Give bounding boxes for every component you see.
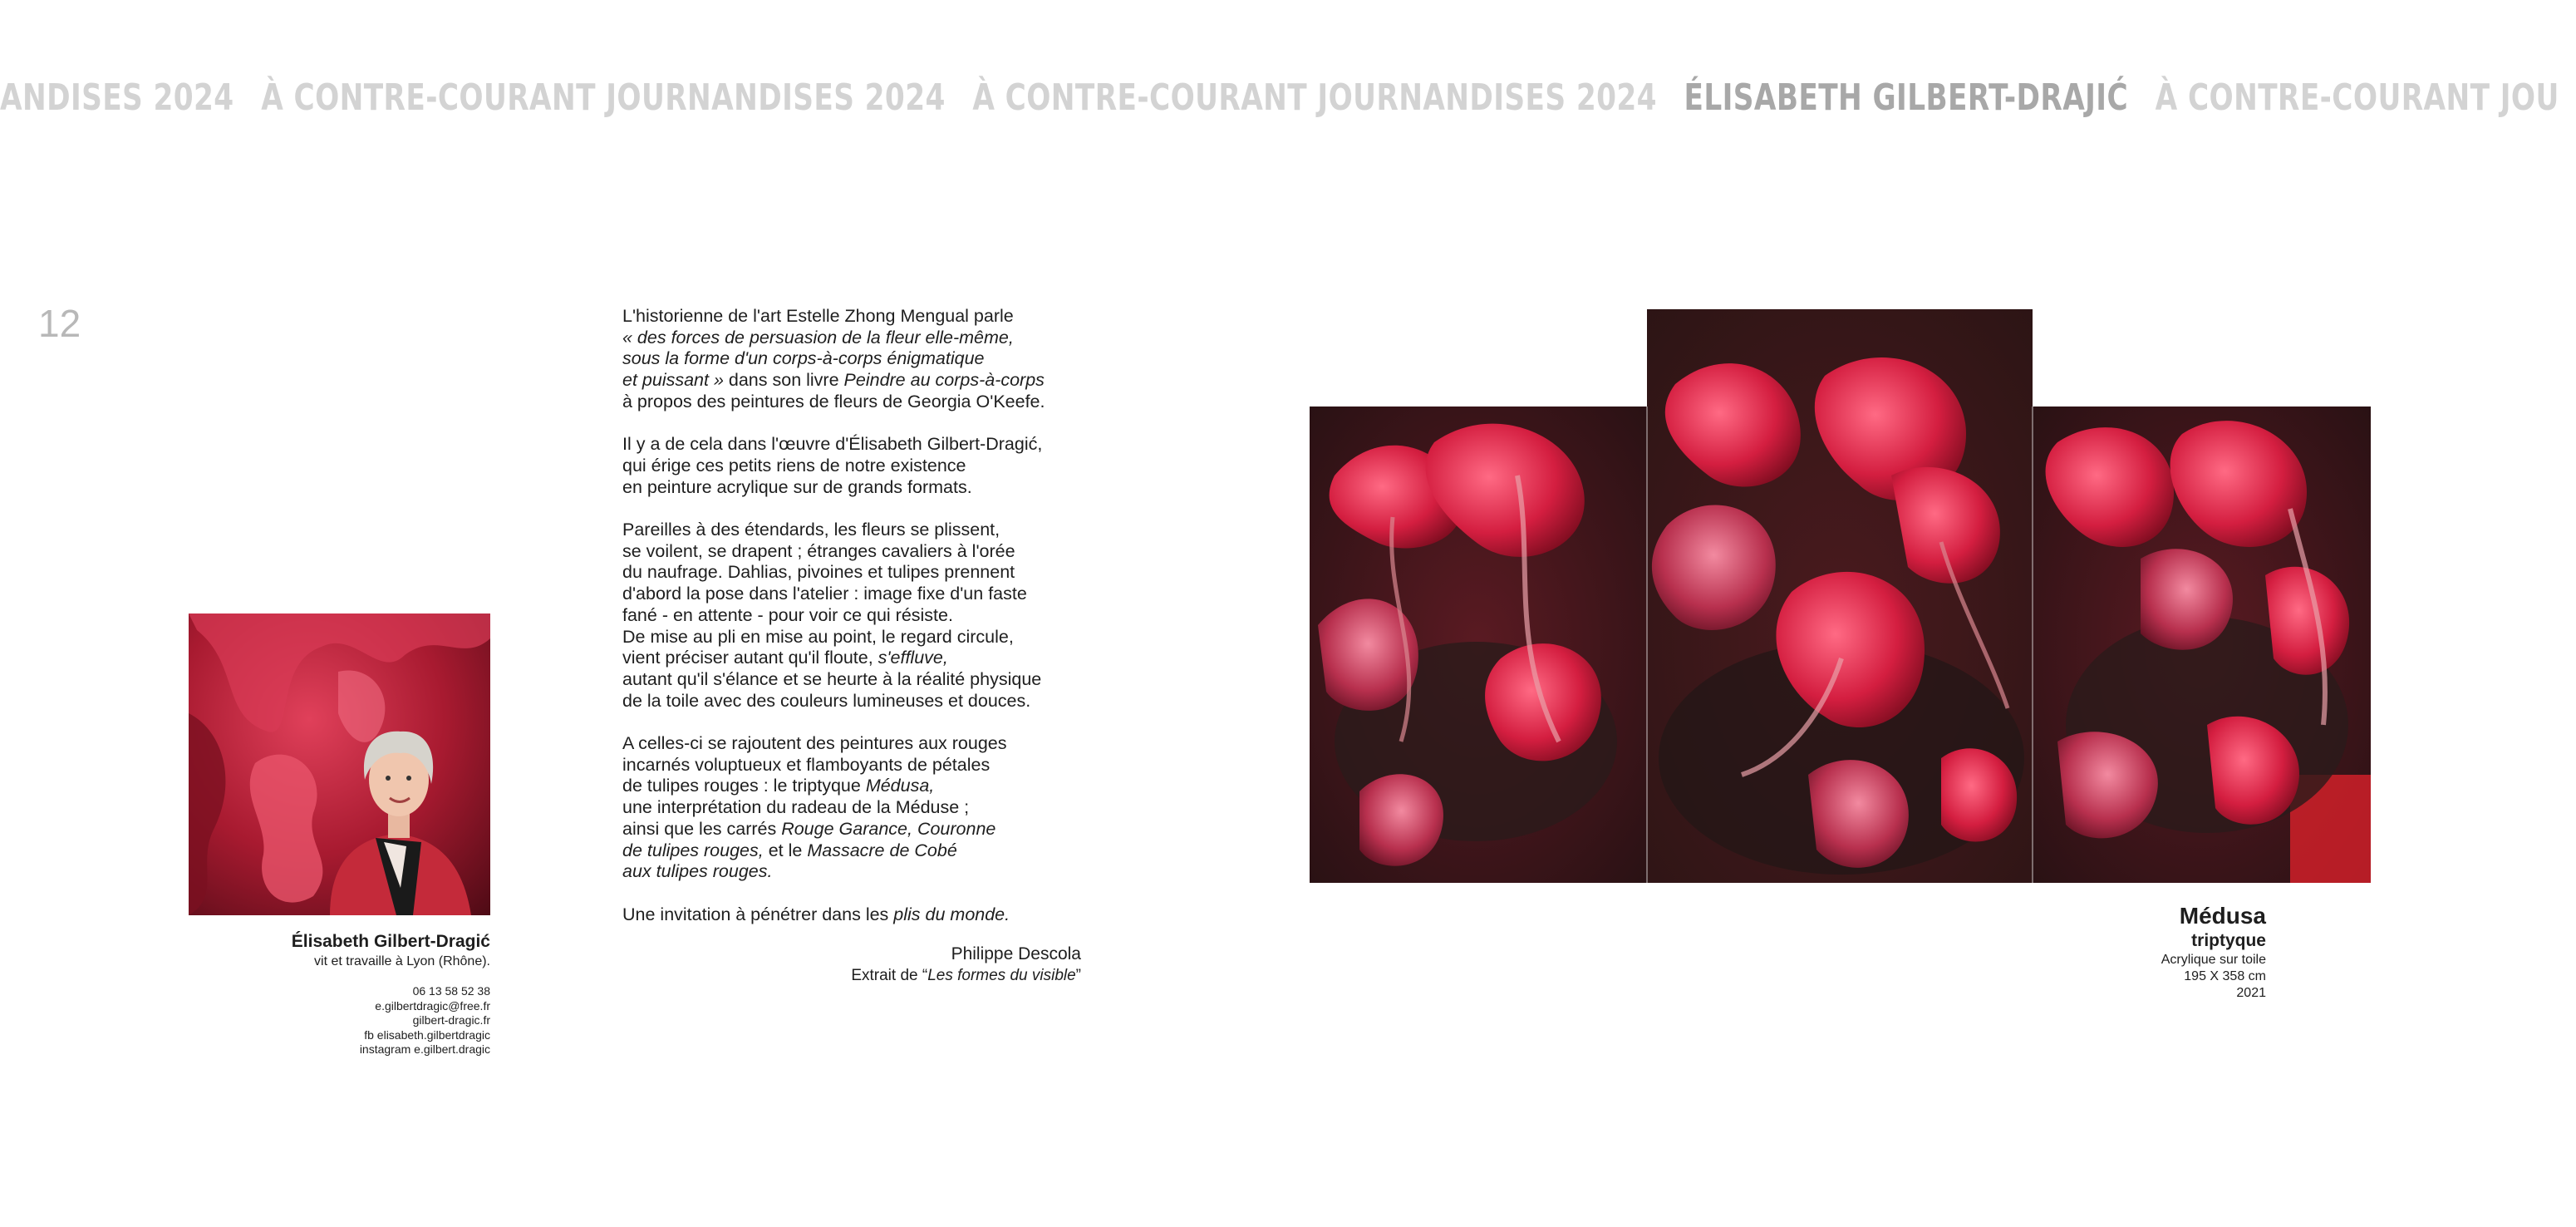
- triptych-painting: [1310, 309, 2371, 883]
- text-line: [622, 840, 1088, 862]
- artist-location: vit et travaille à Lyon (Rhône).: [314, 954, 490, 968]
- text-line: [622, 370, 1088, 392]
- signature-author: Philippe Descola: [951, 944, 1081, 963]
- text-line: [622, 648, 1088, 669]
- text-line: aux tulipes rouges.: [622, 861, 773, 882]
- text-fragment: et le: [763, 840, 808, 860]
- artist-contact: [166, 984, 490, 1057]
- text-fragment: Massacre de Cobé: [807, 840, 957, 860]
- artwork-dimensions: 195 X 358 cm: [2184, 969, 2266, 983]
- artist-email[interactable]: e.gilbertdragic@free.fr: [375, 998, 490, 1013]
- text-fragment: s'effluve,: [878, 648, 948, 668]
- artwork-year: 2021: [2236, 986, 2266, 1000]
- text-line: [622, 904, 1088, 926]
- text-fragment: dans son livre: [723, 370, 844, 391]
- text-line: Pareilles à des étendards, les fleurs se plissent,: [622, 520, 1000, 540]
- artwork-caption: [1928, 902, 2266, 1002]
- text-line: incarnés voluptueux et flamboyants de pétales: [622, 754, 991, 775]
- artist-instagram[interactable]: instagram e.gilbert.dragic: [359, 1042, 490, 1056]
- paragraph-2: [622, 434, 1088, 498]
- text-fragment: Les formes du visible: [927, 967, 1076, 984]
- text-fragment: et puissant »: [622, 370, 724, 391]
- text-fragment: ainsi que les carrés: [622, 818, 782, 839]
- artist-phone: 06 13 58 52 38: [412, 984, 490, 998]
- paragraph-4: [622, 733, 1088, 883]
- text-line: [622, 819, 1088, 840]
- text-fragment: Rouge Garance, Couronne: [781, 818, 996, 839]
- text-line: qui érige ces petits riens de notre existence: [622, 455, 966, 476]
- text-line: [622, 776, 1088, 797]
- text-line: du naufrage. Dahlias, pivoines et tulipes prennent: [622, 562, 1015, 583]
- banner-artist-name: ÉLISABETH GILBERT-DRAJIĆ: [1684, 76, 2129, 119]
- text-line: sous la forme d'un corps-à-corps énigmatique: [622, 348, 985, 369]
- paragraph-1: [622, 306, 1088, 413]
- artist-info: [166, 931, 490, 1057]
- quote-signature: [622, 944, 1081, 987]
- artwork-type: triptyque: [2191, 931, 2266, 950]
- artist-facebook[interactable]: fb elisabeth.gilbertdragic: [364, 1027, 490, 1042]
- header-banner: [0, 73, 2559, 123]
- text-line: de la toile avec des couleurs lumineuses et douces.: [622, 690, 1031, 711]
- text-fragment: de tulipes rouges,: [622, 840, 764, 860]
- text-line: « des forces de persuasion de la fleur elle-même,: [622, 327, 1014, 347]
- paragraph-3: [622, 520, 1088, 712]
- artwork-title: Médusa: [2179, 903, 2266, 929]
- banner-segment: À CONTRE-COURANT JOU: [2155, 76, 2559, 119]
- text-fragment: plis du monde.: [893, 904, 1010, 924]
- text-fragment: de tulipes rouges : le triptyque: [622, 776, 866, 796]
- text-fragment: Médusa,: [865, 776, 935, 796]
- text-line: une interprétation du radeau de la Méduse ;: [622, 797, 970, 818]
- artist-website[interactable]: gilbert-dragic.fr: [412, 1013, 490, 1027]
- text-line: Il y a de cela dans l'œuvre d'Élisabeth Gilbert-Dragić,: [622, 434, 1043, 455]
- artist-name: Élisabeth Gilbert-Dragić: [291, 932, 490, 951]
- artist-portrait: [189, 614, 490, 915]
- essay-text: [622, 306, 1088, 947]
- text-line: d'abord la pose dans l'atelier : image fixe d'un faste: [622, 584, 1027, 604]
- paragraph-5: [622, 904, 1088, 926]
- text-line: se voilent, se drapent ; étranges cavaliers à l'orée: [622, 540, 1015, 561]
- text-fragment: Peindre au corps-à-corps: [843, 370, 1045, 391]
- text-line: en peinture acrylique sur de grands formats.: [622, 476, 972, 497]
- text-line: A celles-ci se rajoutent des peintures aux rouges: [622, 733, 1007, 754]
- text-fragment: ”: [1075, 967, 1081, 984]
- text-fragment: vient préciser autant qu'il floute,: [622, 648, 878, 668]
- page-number: 12: [38, 302, 81, 345]
- text-line: à propos des peintures de fleurs de Georgia O'Keefe.: [622, 391, 1045, 411]
- artwork-medium: Acrylique sur toile: [2161, 953, 2266, 967]
- text-fragment: Extrait de “: [851, 967, 928, 984]
- text-line: De mise au pli en mise au point, le regard circule,: [622, 626, 1014, 647]
- text-line: L'historienne de l'art Estelle Zhong Mengual parle: [622, 306, 1014, 326]
- banner-segment: ANDISES 2024: [0, 76, 234, 119]
- banner-segment: À CONTRE-COURANT JOURNANDISES 2024: [261, 76, 946, 119]
- text-line: fané - en attente - pour voir ce qui résiste.: [622, 604, 953, 625]
- banner-segment: À CONTRE-COURANT JOURNANDISES 2024: [972, 76, 1657, 119]
- signature-source: [622, 965, 1081, 987]
- text-fragment: Une invitation à pénétrer dans les: [622, 904, 894, 924]
- text-line: autant qu'il s'élance et se heurte à la réalité physique: [622, 668, 1042, 689]
